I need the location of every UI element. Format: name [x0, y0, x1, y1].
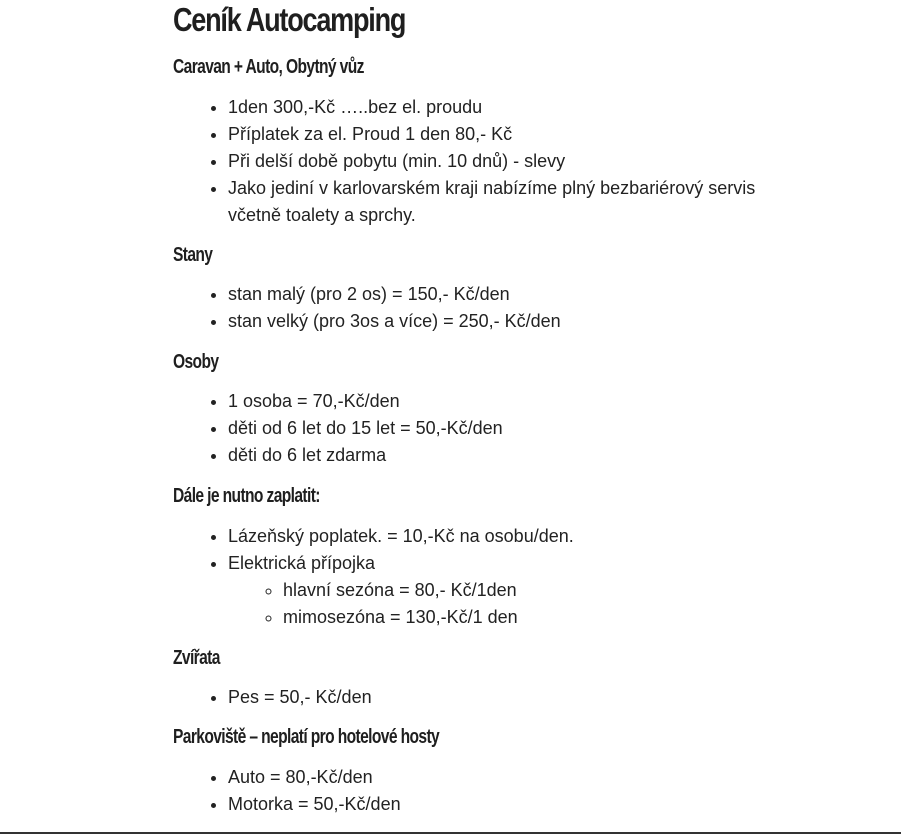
price-list-content: [173, 0, 873, 818]
list-item: • stan malý (pro 2 os) = 150,- Kč/den: [228, 281, 873, 308]
list-item: • stan velký (pro 3os a více) = 250,- Kč/den: [228, 308, 873, 335]
list-item-label: Elektrická přípojka: [228, 553, 376, 573]
dale-price-list: [173, 523, 873, 631]
section-heading-osoby: Osoby: [173, 351, 219, 373]
section-heading-dale: Dále je nutno zaplatit:: [173, 485, 320, 507]
section-heading-parking: Parkoviště – neplatí pro hotelové hosty: [173, 726, 440, 748]
page-title: Ceník Autocamping: [173, 1, 406, 38]
list-item: • děti do 6 let zdarma: [228, 442, 873, 469]
section-heading-stany: Stany: [173, 244, 213, 266]
list-item: • Motorka = 50,-Kč/den: [228, 791, 873, 818]
section-heading-caravan: Caravan + Auto, Obytný vůz: [173, 56, 364, 78]
list-item: • Příplatek za el. Proud 1 den 80,- Kč: [228, 121, 873, 148]
section-heading-zvirata: Zvířata: [173, 647, 220, 669]
list-item: • 1den 300,-Kč …..bez el. proudu: [228, 94, 873, 121]
list-item: • Jako jediní v karlovarském kraji nabízíme plný bezbariérový servis včetně toalety a sprchy.: [228, 175, 793, 229]
osoby-price-list: [173, 388, 873, 469]
parking-price-list: [173, 764, 873, 818]
sub-list-item: ◦ mimosezóna = 130,-Kč/1 den: [283, 604, 873, 631]
caravan-price-list: [173, 94, 873, 229]
list-item: • Lázeňský poplatek. = 10,-Kč na osobu/den.: [228, 523, 873, 550]
list-item: • děti od 6 let do 15 let = 50,-Kč/den: [228, 415, 873, 442]
list-item: • Auto = 80,-Kč/den: [228, 764, 873, 791]
list-item: • 1 osoba = 70,-Kč/den: [228, 388, 873, 415]
electric-sublist: [228, 577, 873, 631]
list-item-electric: [228, 550, 873, 631]
bottom-divider: [0, 832, 901, 834]
stany-price-list: [173, 281, 873, 335]
list-item: • Při delší době pobytu (min. 10 dnů) - slevy: [228, 148, 873, 175]
list-item: • Pes = 50,- Kč/den: [228, 684, 873, 711]
sub-list-item: ◦ hlavní sezóna = 80,- Kč/1den: [283, 577, 873, 604]
zvirata-price-list: [173, 684, 873, 711]
